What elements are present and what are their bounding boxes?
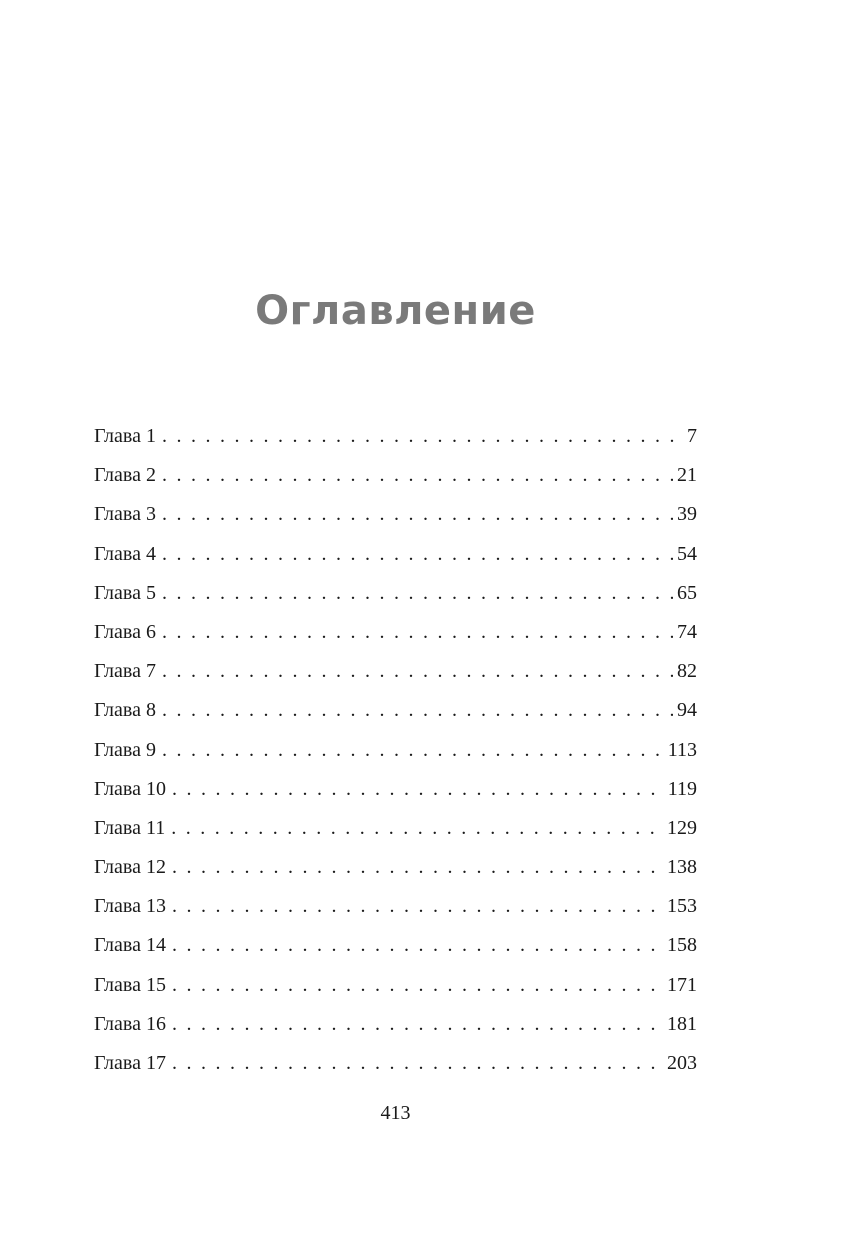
page-number: 413 — [380, 1102, 411, 1124]
toc-entry — [94, 809, 697, 848]
toc-dot-leader — [172, 1005, 663, 1044]
toc-dot-leader — [171, 809, 663, 848]
toc-entry-page: 203 — [667, 1052, 697, 1074]
toc-entry-page: 119 — [667, 777, 697, 800]
toc-entry — [94, 417, 697, 456]
toc-entry — [94, 848, 697, 887]
toc-entry-page: 74 — [677, 620, 697, 643]
toc-dot-leader — [162, 652, 673, 691]
toc-entry-page: 171 — [667, 973, 697, 996]
toc-entry — [94, 731, 697, 770]
toc-entry-label: Глава 9 — [94, 738, 156, 761]
toc-entry-label: Глава 6 — [94, 620, 156, 643]
toc-dot-leader — [172, 848, 663, 887]
toc-entry-label: Глава 16 — [94, 1012, 166, 1035]
toc-entry-page: 158 — [667, 934, 697, 957]
toc-dot-leader — [172, 770, 664, 809]
toc-entry — [94, 887, 697, 926]
toc-dot-leader — [172, 966, 663, 1005]
toc-entry-label: Глава 15 — [94, 973, 166, 996]
toc-entry — [94, 652, 697, 691]
toc-entry-label: Глава 17 — [94, 1052, 166, 1074]
toc-entry-label: Глава 11 — [94, 816, 166, 839]
toc-entry-page: 82 — [677, 660, 697, 683]
toc-dot-leader — [162, 731, 664, 770]
toc-entry-label: Глава 4 — [94, 542, 156, 565]
toc-dot-leader — [162, 456, 673, 495]
toc-dot-leader — [162, 535, 673, 574]
toc-entry — [94, 770, 697, 809]
toc-entry-page: 138 — [667, 856, 697, 879]
toc-entry-label: Глава 2 — [94, 464, 156, 487]
toc-entry — [94, 456, 697, 495]
toc-entry-label: Глава 10 — [94, 777, 166, 800]
toc-entry-label: Глава 13 — [94, 895, 166, 918]
toc-entry-page: 39 — [677, 503, 697, 526]
page-title: Оглавление — [255, 287, 536, 334]
toc-entry-page: 181 — [667, 1012, 697, 1035]
toc-dot-leader — [172, 887, 663, 926]
toc-entry — [94, 1005, 697, 1044]
toc-entry-page: 153 — [667, 895, 697, 918]
toc-entry-page: 113 — [667, 738, 697, 761]
toc-entry-page: 7 — [687, 425, 697, 447]
toc-entry — [94, 691, 697, 730]
toc-entry-page: 21 — [677, 464, 697, 487]
toc-dot-leader — [172, 1044, 663, 1083]
table-of-contents — [94, 417, 697, 1083]
toc-dot-leader — [172, 926, 663, 965]
toc-entry-page: 65 — [677, 581, 697, 604]
toc-entry-label: Глава 1 — [94, 425, 156, 447]
toc-entry-label: Глава 7 — [94, 660, 156, 683]
toc-entry-label: Глава 14 — [94, 934, 166, 957]
toc-entry-label: Глава 5 — [94, 581, 156, 604]
toc-dot-leader — [162, 613, 673, 652]
toc-entry-label: Глава 3 — [94, 503, 156, 526]
toc-dot-leader — [162, 417, 683, 456]
toc-entry-page: 94 — [677, 699, 697, 722]
toc-dot-leader — [162, 691, 673, 730]
toc-entry-page: 54 — [677, 542, 697, 565]
toc-entry — [94, 613, 697, 652]
toc-dot-leader — [162, 495, 673, 534]
toc-entry-label: Глава 8 — [94, 699, 156, 722]
toc-entry-page: 129 — [667, 816, 697, 839]
toc-entry — [94, 495, 697, 534]
toc-entry — [94, 1044, 697, 1083]
toc-entry — [94, 926, 697, 965]
toc-entry-label: Глава 12 — [94, 856, 166, 879]
toc-dot-leader — [162, 574, 673, 613]
toc-entry — [94, 535, 697, 574]
toc-entry — [94, 966, 697, 1005]
toc-entry — [94, 574, 697, 613]
